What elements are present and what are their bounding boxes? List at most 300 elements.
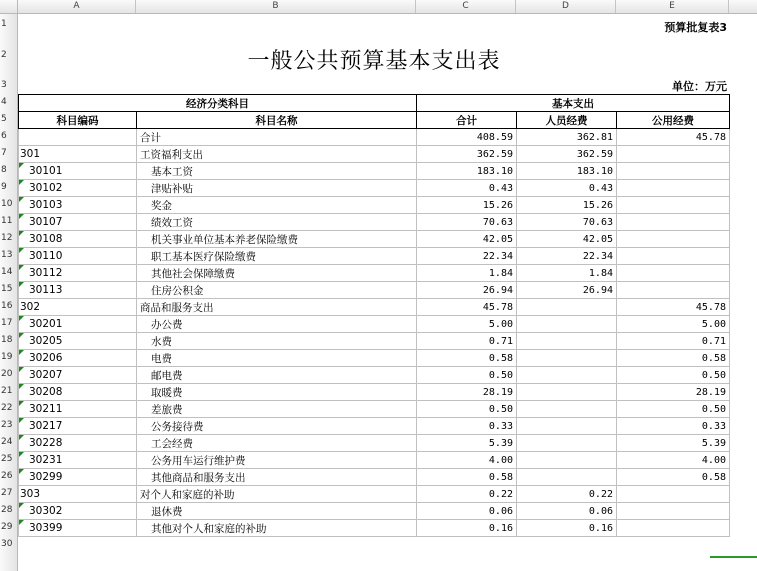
cell-text: 30211 [29, 403, 63, 415]
number-as-text-marker [19, 265, 24, 270]
cell-total[interactable] [417, 350, 517, 367]
cell-code[interactable] [19, 384, 137, 401]
row-header-28[interactable]: 28 [1, 505, 13, 515]
cell-total[interactable] [417, 265, 517, 282]
cell-text: 津贴补贴 [151, 182, 193, 195]
cell-name[interactable] [137, 384, 417, 401]
cell-total[interactable] [417, 435, 517, 452]
cell-public[interactable] [617, 469, 730, 486]
row-header-9[interactable]: 9 [1, 182, 7, 192]
table-row [19, 384, 730, 401]
cell-text: 机关事业单位基本养老保险缴费 [151, 233, 298, 246]
cell-personnel[interactable] [517, 316, 617, 333]
cell-text: 28.19 [482, 386, 513, 398]
cell-code[interactable] [19, 282, 137, 299]
number-as-text-marker [19, 350, 24, 355]
cell-text: 22.34 [482, 250, 513, 262]
cell-personnel[interactable] [517, 248, 617, 265]
cell-name[interactable] [137, 418, 417, 435]
number-as-text-marker [19, 520, 24, 525]
cell-personnel[interactable] [517, 469, 617, 486]
cell-name[interactable] [137, 248, 417, 265]
header-code[interactable]: 科目编码 [19, 112, 137, 129]
cell-total[interactable] [417, 418, 517, 435]
number-as-text-marker [19, 214, 24, 219]
cell-text: 301 [20, 148, 41, 160]
cell-text: 合计 [140, 131, 161, 144]
row-header-2[interactable]: 2 [1, 50, 7, 60]
cell-public[interactable] [617, 350, 730, 367]
cell-total[interactable] [417, 384, 517, 401]
row-header-26[interactable]: 26 [1, 471, 13, 481]
cell-personnel[interactable] [517, 520, 617, 537]
table-row [19, 469, 730, 486]
cell-text: 1.84 [588, 267, 613, 279]
cell-text: 职工基本医疗保险缴费 [151, 250, 256, 263]
cell-public[interactable] [617, 435, 730, 452]
cell-code[interactable] [19, 418, 137, 435]
cell-code[interactable] [19, 265, 137, 282]
table-row [19, 350, 730, 367]
cell-text: 5.39 [701, 437, 726, 449]
row-header-7[interactable]: 7 [1, 148, 7, 158]
cell-text: 对个人和家庭的补助 [140, 488, 235, 501]
row-header-20[interactable]: 20 [1, 369, 13, 379]
cell-personnel[interactable] [517, 367, 617, 384]
cell-text: 电费 [151, 352, 172, 365]
row-header-25[interactable]: 25 [1, 454, 13, 464]
number-as-text-marker [19, 231, 24, 236]
cell-code[interactable] [19, 248, 137, 265]
cell-text: 0.58 [701, 471, 726, 483]
cell-text: 5.00 [488, 318, 513, 330]
cell-total[interactable] [417, 367, 517, 384]
cell-personnel[interactable] [517, 350, 617, 367]
table-row [19, 163, 730, 180]
cell-text: 30201 [29, 318, 63, 330]
cell-code[interactable] [19, 146, 137, 163]
cell-text: 30231 [29, 454, 63, 466]
cell-name[interactable] [137, 401, 417, 418]
cell-text: 30399 [29, 522, 63, 534]
cell-text: 1.84 [488, 267, 513, 279]
cell-text: 0.22 [588, 488, 613, 500]
table-row [19, 486, 730, 503]
cell-text: 30113 [29, 284, 63, 296]
table-row [19, 367, 730, 384]
number-as-text-marker [19, 384, 24, 389]
number-as-text-marker [19, 452, 24, 457]
cell-name[interactable] [137, 265, 417, 282]
cell-public[interactable] [617, 333, 730, 350]
cell-name[interactable] [137, 503, 417, 520]
page-title: 一般公共预算基本支出表 [247, 49, 501, 74]
cell-text: 公务接待费 [151, 420, 204, 433]
cell-name[interactable] [137, 350, 417, 367]
cell-text: 30112 [29, 267, 63, 279]
spreadsheet-sheet [18, 14, 757, 571]
number-as-text-marker [19, 163, 24, 168]
cell-total[interactable] [417, 299, 517, 316]
cell-text: 302 [20, 301, 41, 313]
cell-text: 30107 [29, 216, 63, 228]
cell-personnel[interactable] [517, 146, 617, 163]
approval-table-label: 预算批复表3 [664, 21, 727, 34]
cell-name[interactable] [137, 146, 417, 163]
row-header-13[interactable]: 13 [1, 250, 13, 260]
cell-personnel[interactable] [517, 401, 617, 418]
table-row [19, 231, 730, 248]
cell-text: 0.43 [588, 182, 613, 194]
cell-name[interactable] [137, 469, 417, 486]
table-row [19, 248, 730, 265]
row-header-30[interactable]: 30 [1, 539, 13, 549]
row-header-bar [0, 14, 18, 571]
cell-text: 奖金 [151, 199, 172, 212]
number-as-text-marker [19, 248, 24, 253]
row-header-5[interactable]: 5 [1, 114, 7, 124]
cell-code[interactable] [19, 520, 137, 537]
number-as-text-marker [19, 367, 24, 372]
row-header-17[interactable]: 17 [1, 318, 13, 328]
cell-text: 30101 [29, 165, 63, 177]
cell-text: 差旅费 [151, 403, 183, 416]
cell-public[interactable] [617, 214, 730, 231]
number-as-text-marker [19, 435, 24, 440]
cell-personnel[interactable] [517, 197, 617, 214]
table-row [19, 180, 730, 197]
cell-total[interactable] [417, 197, 517, 214]
number-as-text-marker [19, 469, 24, 474]
cell-text: 取暖费 [151, 386, 183, 399]
cell-text: 0.22 [488, 488, 513, 500]
cell-text: 362.81 [576, 131, 613, 143]
cell-text: 30208 [29, 386, 63, 398]
cell-text: 工会经费 [151, 437, 193, 450]
cell-text: 公务用车运行维护费 [151, 454, 246, 467]
cell-text: 0.16 [488, 522, 513, 534]
unit-label: 单位：万元 [672, 80, 727, 93]
cell-total[interactable] [417, 282, 517, 299]
cell-text: 28.19 [695, 386, 726, 398]
cell-total[interactable] [417, 214, 517, 231]
cell-text: 26.94 [482, 284, 513, 296]
cell-text: 其他商品和服务支出 [151, 471, 246, 484]
cell-name[interactable] [137, 129, 417, 146]
cell-personnel[interactable] [517, 299, 617, 316]
cell-name[interactable] [137, 435, 417, 452]
cell-name[interactable] [137, 214, 417, 231]
cell-text: 0.16 [588, 522, 613, 534]
cell-public[interactable] [617, 520, 730, 537]
cell-text: 绩效工资 [151, 216, 193, 229]
cell-text: 42.05 [582, 233, 613, 245]
table-row [19, 214, 730, 231]
cell-total[interactable] [417, 401, 517, 418]
column-header-d[interactable]: D [516, 0, 616, 13]
cell-text: 70.63 [582, 216, 613, 228]
cell-text: 邮电费 [151, 369, 183, 382]
cell-text: 15.26 [482, 199, 513, 211]
cell-name[interactable] [137, 299, 417, 316]
cell-personnel[interactable] [517, 333, 617, 350]
cell-code[interactable] [19, 503, 137, 520]
cell-public[interactable] [617, 384, 730, 401]
table-row [19, 435, 730, 452]
table-row [19, 146, 730, 163]
cell-text: 5.39 [488, 437, 513, 449]
column-header-f[interactable] [729, 0, 757, 13]
cell-name[interactable] [137, 452, 417, 469]
row-header-22[interactable]: 22 [1, 403, 13, 413]
number-as-text-marker [19, 282, 24, 287]
cell-text: 42.05 [482, 233, 513, 245]
header-basic-expense[interactable]: 基本支出 [417, 95, 730, 112]
cell-public[interactable] [617, 248, 730, 265]
cell-public[interactable] [617, 316, 730, 333]
cell-public[interactable] [617, 129, 730, 146]
cell-personnel[interactable] [517, 282, 617, 299]
row-header-4[interactable]: 4 [1, 97, 7, 107]
budget-table [18, 94, 730, 537]
cell-personnel[interactable] [517, 214, 617, 231]
cell-text: 30110 [29, 250, 63, 262]
cell-personnel[interactable] [517, 452, 617, 469]
table-row [19, 282, 730, 299]
cell-total[interactable] [417, 180, 517, 197]
number-as-text-marker [19, 180, 24, 185]
cell-code[interactable] [19, 333, 137, 350]
cell-text: 0.06 [588, 505, 613, 517]
cell-code[interactable] [19, 197, 137, 214]
number-as-text-marker [19, 333, 24, 338]
header-personnel[interactable]: 人员经费 [517, 112, 617, 129]
number-as-text-marker [19, 401, 24, 406]
row-header-14[interactable]: 14 [1, 267, 13, 277]
cell-text: 30207 [29, 369, 63, 381]
cell-personnel[interactable] [517, 163, 617, 180]
cell-total[interactable] [417, 316, 517, 333]
cell-code[interactable] [19, 180, 137, 197]
cell-code[interactable] [19, 367, 137, 384]
row-header-21[interactable]: 21 [1, 386, 13, 396]
cell-text: 30205 [29, 335, 63, 347]
cell-name[interactable] [137, 520, 417, 537]
row-header-16[interactable]: 16 [1, 301, 13, 311]
row-header-1[interactable]: 1 [1, 19, 7, 29]
cell-text: 22.34 [582, 250, 613, 262]
cell-text: 362.59 [476, 148, 513, 160]
cell-personnel[interactable] [517, 384, 617, 401]
cell-total[interactable] [417, 452, 517, 469]
cell-code[interactable] [19, 299, 137, 316]
cell-code[interactable] [19, 452, 137, 469]
row-header-29[interactable]: 29 [1, 522, 13, 532]
cell-code[interactable] [19, 316, 137, 333]
cell-text: 45.78 [695, 301, 726, 313]
cell-code[interactable] [19, 350, 137, 367]
row-header-11[interactable]: 11 [1, 216, 13, 226]
cell-text: 0.50 [701, 369, 726, 381]
number-as-text-marker [19, 418, 24, 423]
header-econ-class[interactable]: 经济分类科目 [19, 95, 417, 112]
cell-text: 183.10 [476, 165, 513, 177]
table-row [19, 265, 730, 282]
number-as-text-marker [19, 197, 24, 202]
cell-name[interactable] [137, 282, 417, 299]
cell-total[interactable] [417, 129, 517, 146]
cell-public[interactable] [617, 486, 730, 503]
row-header-8[interactable]: 8 [1, 165, 7, 175]
cell-personnel[interactable] [517, 129, 617, 146]
cell-name[interactable] [137, 163, 417, 180]
row-header-24[interactable]: 24 [1, 437, 13, 447]
cell-text: 住房公积金 [151, 284, 204, 297]
cell-public[interactable] [617, 452, 730, 469]
column-header-c[interactable]: C [416, 0, 516, 13]
table-row [19, 520, 730, 537]
row-header-10[interactable]: 10 [1, 199, 13, 209]
cell-public[interactable] [617, 265, 730, 282]
cell-text: 其他对个人和家庭的补助 [151, 522, 267, 535]
sheet-scroll-indicator [710, 556, 757, 558]
cell-text: 水费 [151, 335, 172, 348]
cell-text: 0.71 [488, 335, 513, 347]
column-header-e[interactable]: E [616, 0, 729, 13]
number-as-text-marker [19, 503, 24, 508]
cell-code[interactable] [19, 486, 137, 503]
cell-name[interactable] [137, 316, 417, 333]
cell-total[interactable] [417, 486, 517, 503]
header-total[interactable]: 合计 [417, 112, 517, 129]
cell-personnel[interactable] [517, 265, 617, 282]
cell-public[interactable] [617, 299, 730, 316]
cell-text: 4.00 [488, 454, 513, 466]
cell-text: 362.59 [576, 148, 613, 160]
row-header-3[interactable]: 3 [1, 80, 7, 90]
cell-total[interactable] [417, 248, 517, 265]
cell-personnel[interactable] [517, 231, 617, 248]
cell-code[interactable] [19, 214, 137, 231]
cell-public[interactable] [617, 163, 730, 180]
cell-text: 5.00 [701, 318, 726, 330]
cell-total[interactable] [417, 163, 517, 180]
cell-text: 0.33 [488, 420, 513, 432]
table-row [19, 401, 730, 418]
cell-public[interactable] [617, 197, 730, 214]
cell-text: 办公费 [151, 318, 183, 331]
cell-public[interactable] [617, 180, 730, 197]
cell-total[interactable] [417, 231, 517, 248]
cell-name[interactable] [137, 486, 417, 503]
row-header-15[interactable]: 15 [1, 284, 13, 294]
table-row [19, 503, 730, 520]
cell-name[interactable] [137, 180, 417, 197]
cell-code[interactable] [19, 231, 137, 248]
table-row [19, 129, 730, 146]
cell-text: 15.26 [582, 199, 613, 211]
cell-text: 4.00 [701, 454, 726, 466]
table-row [19, 197, 730, 214]
table-row [19, 452, 730, 469]
cell-personnel[interactable] [517, 180, 617, 197]
cell-name[interactable] [137, 197, 417, 214]
row-header-27[interactable]: 27 [1, 488, 13, 498]
row-header-12[interactable]: 12 [1, 233, 13, 243]
header-name[interactable]: 科目名称 [137, 112, 417, 129]
cell-text: 基本工资 [151, 165, 193, 178]
cell-text: 30228 [29, 437, 63, 449]
cell-text: 45.78 [695, 131, 726, 143]
cell-text: 0.58 [701, 352, 726, 364]
cell-personnel[interactable] [517, 503, 617, 520]
cell-code[interactable] [19, 401, 137, 418]
cell-text: 408.59 [476, 131, 513, 143]
cell-code[interactable] [19, 163, 137, 180]
cell-text: 0.58 [488, 471, 513, 483]
cell-personnel[interactable] [517, 486, 617, 503]
cell-text: 183.10 [576, 165, 613, 177]
table-row [19, 333, 730, 350]
cell-total[interactable] [417, 503, 517, 520]
select-all-corner[interactable] [0, 0, 18, 13]
cell-name[interactable] [137, 333, 417, 350]
column-header-b[interactable]: B [136, 0, 416, 13]
cell-text: 30217 [29, 420, 63, 432]
header-public[interactable]: 公用经费 [617, 112, 730, 129]
cell-code[interactable] [19, 129, 137, 146]
cell-code[interactable] [19, 435, 137, 452]
cell-total[interactable] [417, 520, 517, 537]
row-header-23[interactable]: 23 [1, 420, 13, 430]
cell-public[interactable] [617, 367, 730, 384]
cell-text: 0.43 [488, 182, 513, 194]
row-header-19[interactable]: 19 [1, 352, 13, 362]
column-header-bar [0, 0, 757, 14]
cell-text: 商品和服务支出 [140, 301, 214, 314]
cell-text: 30102 [29, 182, 63, 194]
cell-text: 303 [20, 488, 41, 500]
cell-total[interactable] [417, 469, 517, 486]
cell-text: 30103 [29, 199, 63, 211]
cell-total[interactable] [417, 333, 517, 350]
cell-text: 0.71 [701, 335, 726, 347]
cell-total[interactable] [417, 146, 517, 163]
cell-public[interactable] [617, 231, 730, 248]
cell-text: 30206 [29, 352, 63, 364]
cell-text: 0.58 [488, 352, 513, 364]
cell-public[interactable] [617, 146, 730, 163]
cell-text: 工资福利支出 [140, 148, 203, 161]
row-header-6[interactable]: 6 [1, 131, 7, 141]
cell-public[interactable] [617, 503, 730, 520]
number-as-text-marker [19, 316, 24, 321]
cell-name[interactable] [137, 231, 417, 248]
cell-public[interactable] [617, 282, 730, 299]
row-header-18[interactable]: 18 [1, 335, 13, 345]
cell-personnel[interactable] [517, 435, 617, 452]
cell-public[interactable] [617, 401, 730, 418]
cell-personnel[interactable] [517, 418, 617, 435]
cell-name[interactable] [137, 367, 417, 384]
cell-public[interactable] [617, 418, 730, 435]
cell-text: 退休费 [151, 505, 183, 518]
column-header-a[interactable]: A [18, 0, 136, 13]
table-row [19, 316, 730, 333]
cell-text: 其他社会保障缴费 [151, 267, 235, 280]
cell-text: 70.63 [482, 216, 513, 228]
cell-code[interactable] [19, 469, 137, 486]
